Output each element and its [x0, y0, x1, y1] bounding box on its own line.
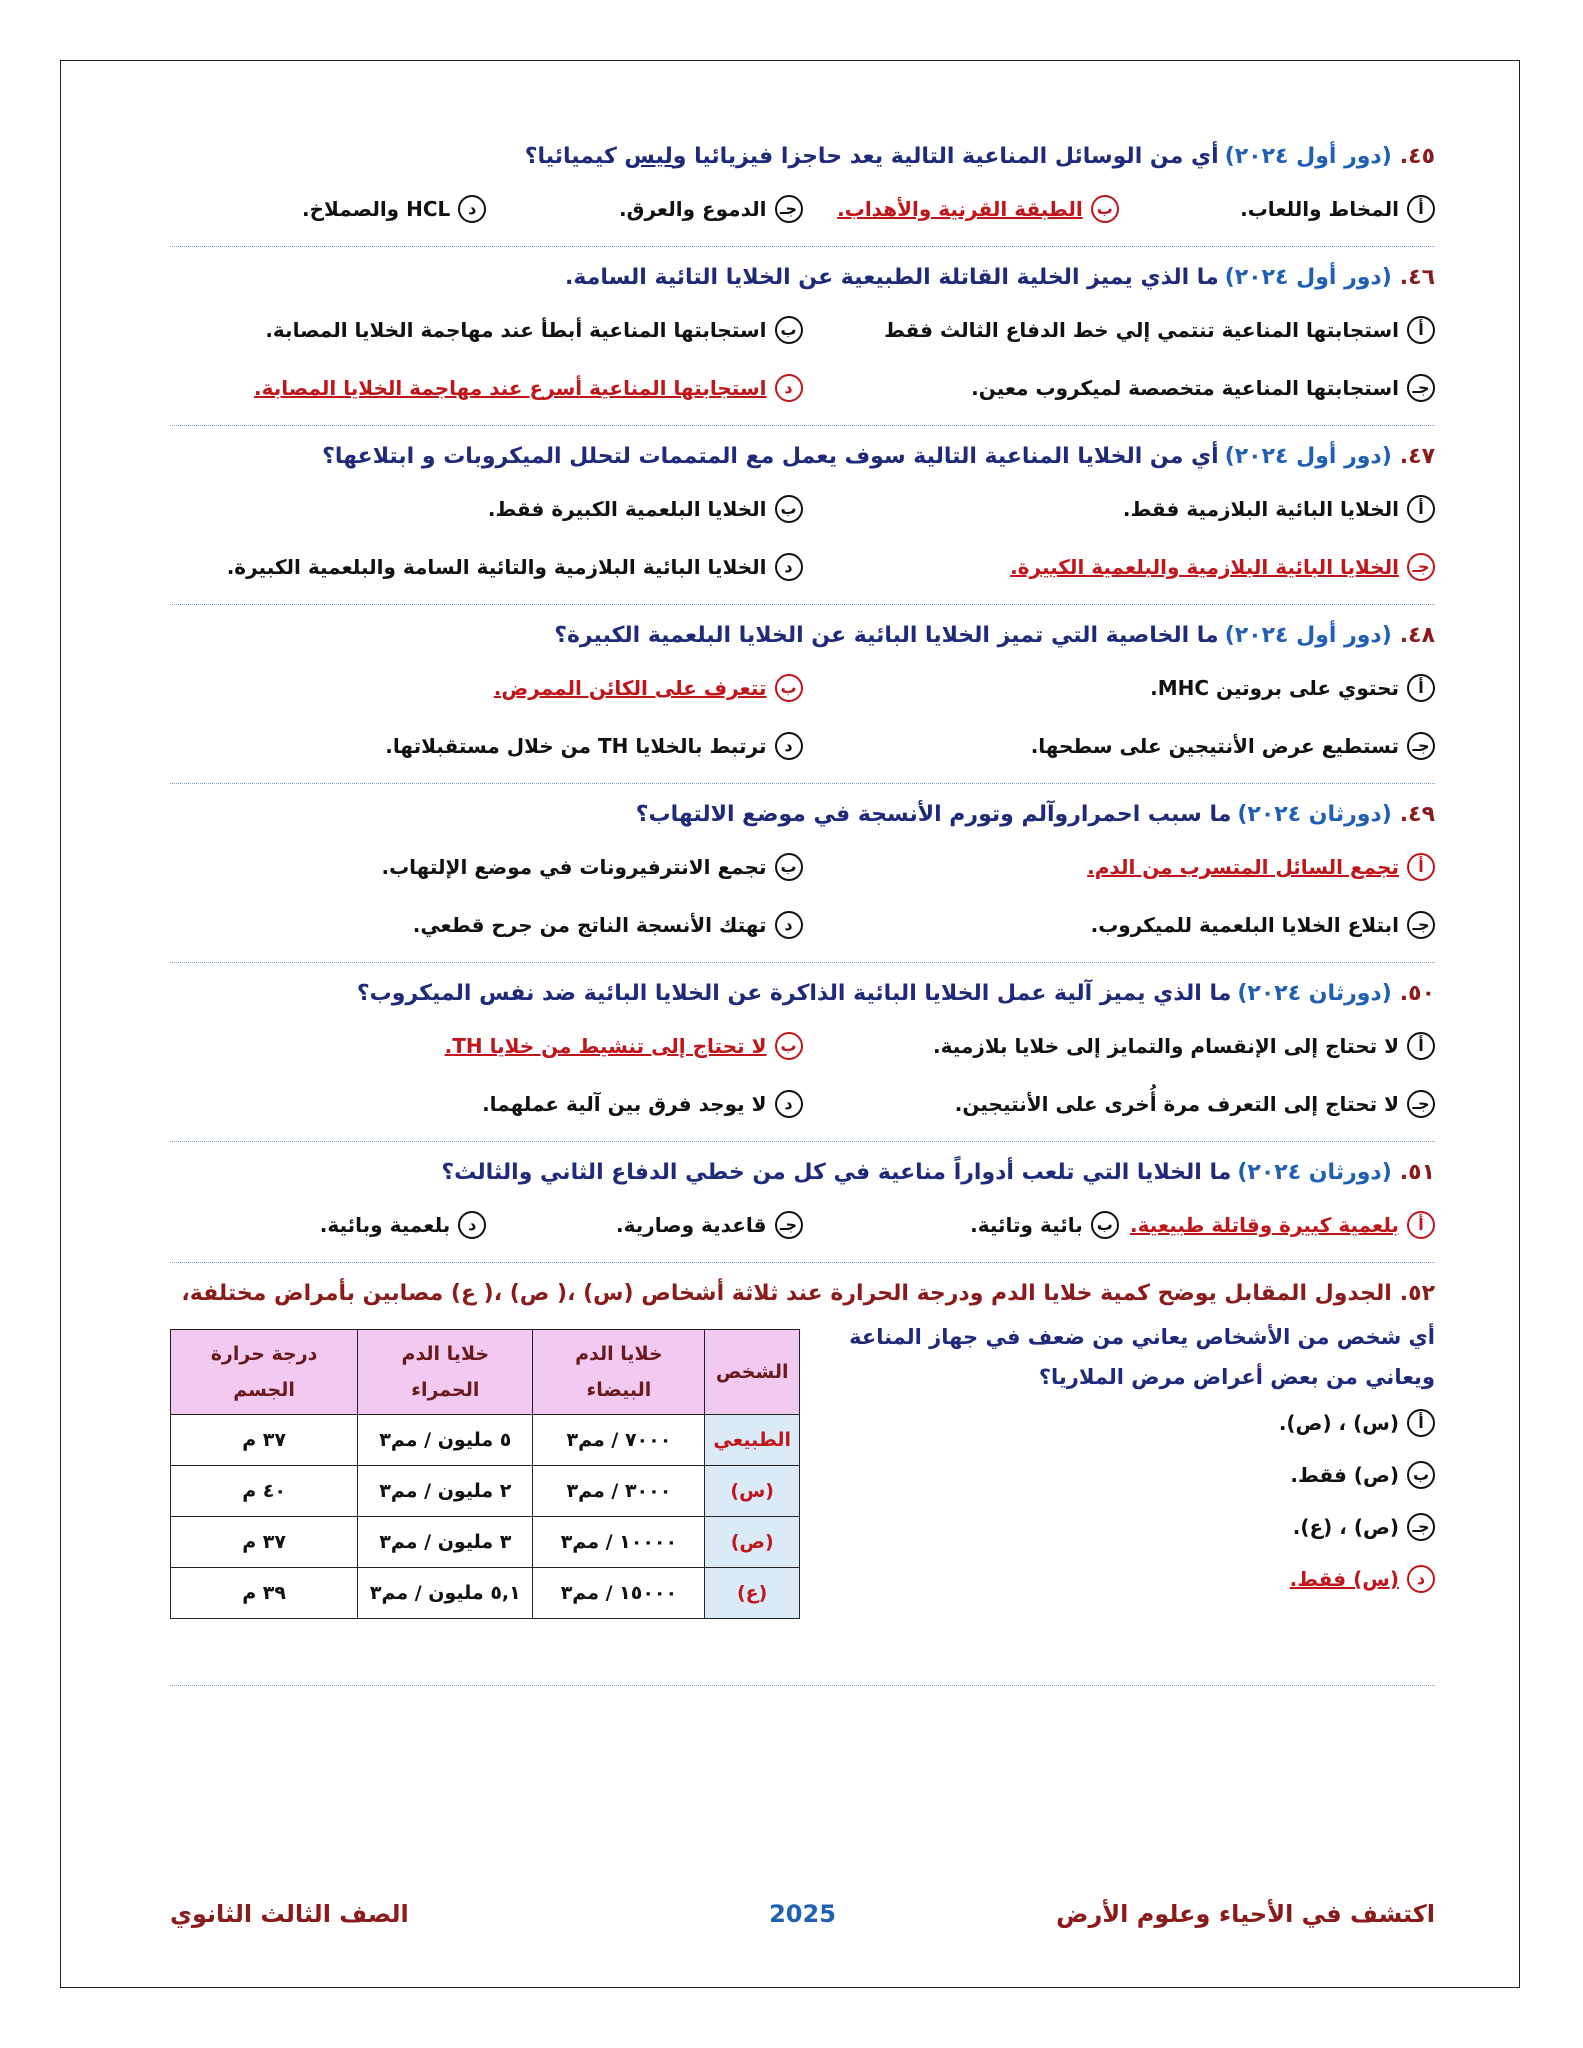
table-cell: ٧٠٠٠ / مم٣	[533, 1415, 705, 1466]
dotted-separator	[170, 604, 1435, 605]
question-text: أي من الخلايا المناعية التالية سوف يعمل مع المتممات لتحلل الميكروبات و ابتلاعها؟	[322, 444, 1219, 469]
table-cell: ٥,١ مليون / مم٣	[358, 1568, 533, 1619]
exam-session-label: (دورثان ٢٠٢٤)	[1237, 981, 1392, 1006]
person-cell: (ص)	[705, 1517, 800, 1568]
option-letter-badge: جـ	[1407, 1090, 1435, 1118]
answer-option[interactable]	[486, 180, 802, 238]
question-block	[170, 261, 1435, 417]
question-block	[170, 140, 1435, 238]
question-body	[170, 1317, 1435, 1677]
question-text: أي من الوسائل المناعية التالية يعد حاجزا فيزيائيا و	[672, 144, 1219, 169]
option-text: (ص) فقط.	[1290, 1463, 1399, 1487]
column-header: خلايا الدم البيضاء	[533, 1330, 705, 1415]
answer-options	[170, 838, 1435, 954]
question-subtext	[835, 1317, 1435, 1605]
answer-options	[170, 659, 1435, 775]
question-text: ما سبب احمراروآلم وتورم الأنسجة في موضع الالتهاب؟	[635, 802, 1232, 827]
option-letter-badge: د	[775, 732, 803, 760]
option-text: استجابتها المناعية أسرع عند مهاجمة الخلايا المصابة.	[254, 376, 767, 400]
option-letter-badge: جـ	[1407, 732, 1435, 760]
question-text: ما الخلايا التي تلعب أدواراً مناعية في كل من خطي الدفاع الثاني والثالث؟	[441, 1160, 1232, 1185]
option-text: ابتلاع الخلايا البلعمية للميكروب.	[1090, 913, 1399, 937]
option-text: لا تحتاج إلى تنشيط من خلايا TH.	[444, 1034, 767, 1058]
option-text: الخلايا البائية البلازمية فقط.	[1122, 497, 1399, 521]
blood-data-table	[170, 1329, 800, 1619]
option-text: تهتك الأنسجة الناتج من جرح قطعي.	[412, 913, 767, 937]
exam-session-label: (دور أول ٢٠٢٤)	[1224, 623, 1392, 648]
option-text: HCL والصملاخ.	[302, 197, 451, 221]
option-letter-badge: أ	[1407, 1032, 1435, 1060]
answer-option[interactable]	[803, 717, 1436, 775]
exam-session-label: (دور أول ٢٠٢٤)	[1224, 144, 1392, 169]
answer-option[interactable]	[803, 1075, 1436, 1133]
option-text: استجابتها المناعية متخصصة لميكروب معين.	[971, 376, 1399, 400]
answer-option[interactable]	[835, 1397, 1435, 1449]
question-subtext-line: ويعاني من بعض أعراض مرض الملاريا؟	[1038, 1365, 1435, 1389]
option-text: لا تحتاج إلى التعرف مرة أُخرى على الأنتيجين.	[954, 1092, 1399, 1116]
person-cell: (س)	[705, 1466, 800, 1517]
exam-session-label: (دور أول ٢٠٢٤)	[1224, 444, 1392, 469]
answer-option[interactable]	[170, 896, 803, 954]
answer-options	[170, 301, 1435, 417]
option-text: بلعمية كبيرة وقاتلة طبيعية.	[1130, 1213, 1399, 1237]
column-header: درجة حرارة الجسم	[171, 1330, 358, 1415]
option-letter-badge: جـ	[775, 195, 803, 223]
option-letter-badge: د	[775, 553, 803, 581]
option-letter-badge: ب	[1407, 1461, 1435, 1489]
answer-option[interactable]	[835, 1449, 1435, 1501]
option-letter-badge: أ	[1407, 495, 1435, 523]
answer-option[interactable]	[1119, 180, 1435, 238]
answer-option[interactable]	[170, 1017, 803, 1075]
answer-option[interactable]	[803, 538, 1436, 596]
option-letter-badge: أ	[1407, 316, 1435, 344]
question-text: ما الذي يميز آلية عمل الخلايا البائية الذاكرة عن الخلايا البائية ضد نفس الميكروب؟	[356, 981, 1232, 1006]
exam-session-label: (دور أول ٢٠٢٤)	[1224, 265, 1392, 290]
option-letter-badge: جـ	[775, 1211, 803, 1239]
answer-options	[170, 1017, 1435, 1133]
table-cell: ٢ مليون / مم٣	[358, 1466, 533, 1517]
table-cell: ٣٠٠٠ / مم٣	[533, 1466, 705, 1517]
answer-option[interactable]	[170, 480, 803, 538]
question-number: ٥١.	[1399, 1160, 1435, 1185]
answer-option[interactable]	[170, 1196, 486, 1254]
answer-option[interactable]	[170, 359, 803, 417]
option-letter-badge: ب	[775, 853, 803, 881]
option-text: قاعدية وصارية.	[616, 1213, 767, 1237]
answer-option[interactable]	[170, 838, 803, 896]
table-row	[171, 1517, 800, 1568]
option-letter-badge: د	[775, 911, 803, 939]
option-text: الدموع والعرق.	[619, 197, 767, 221]
option-text: لا تحتاج إلى الإنقسام والتمايز إلى خلايا بلازمية.	[933, 1034, 1399, 1058]
option-letter-badge: ب	[1091, 195, 1119, 223]
table-cell: ٣٧ م	[171, 1415, 358, 1466]
table-header	[171, 1330, 800, 1415]
option-text: استجابتها المناعية أبطأ عند مهاجمة الخلايا المصابة.	[265, 318, 767, 342]
option-letter-badge: د	[458, 1211, 486, 1239]
question-block-52	[170, 1277, 1435, 1677]
answer-option[interactable]	[803, 359, 1436, 417]
option-letter-badge: أ	[1407, 1211, 1435, 1239]
table-cell: ٣٩ م	[171, 1568, 358, 1619]
option-text: الطبقة القرنية والأهداب.	[837, 197, 1083, 221]
option-text: تستطيع عرض الأنتيجين على سطحها.	[1030, 734, 1399, 758]
option-letter-badge: جـ	[1407, 553, 1435, 581]
option-letter-badge: أ	[1407, 1409, 1435, 1437]
answer-option[interactable]	[803, 838, 1436, 896]
option-text: تتعرف على الكائن الممرض.	[493, 676, 767, 700]
option-letter-badge: ب	[775, 1032, 803, 1060]
table-cell: ١٥٠٠٠ / مم٣	[533, 1568, 705, 1619]
answer-options	[170, 1196, 1435, 1254]
question-number: ٥٠.	[1399, 981, 1435, 1006]
option-text: (س) ، (ص).	[1278, 1411, 1399, 1435]
answer-option[interactable]	[1119, 1196, 1435, 1254]
dotted-separator	[170, 1685, 1435, 1686]
option-text: الخلايا البائية البلازمية والتائية السامة والبلعمية الكبيرة.	[226, 555, 767, 579]
dotted-separator	[170, 962, 1435, 963]
table-cell: ٥ مليون / مم٣	[358, 1415, 533, 1466]
person-cell: الطبيعي	[705, 1415, 800, 1466]
person-cell: (ع)	[705, 1568, 800, 1619]
option-letter-badge: د	[775, 374, 803, 402]
option-text: (س) فقط.	[1289, 1567, 1399, 1591]
exam-session-label: (دورثان ٢٠٢٤)	[1237, 802, 1392, 827]
option-text: بائية وتائية.	[970, 1213, 1083, 1237]
option-letter-badge: ب	[775, 495, 803, 523]
answer-option[interactable]	[170, 538, 803, 596]
question-number: ٤٦.	[1399, 265, 1435, 290]
table-body	[171, 1415, 800, 1619]
table-row	[171, 1568, 800, 1619]
option-text: لا يوجد فرق بين آلية عملهما.	[482, 1092, 767, 1116]
answer-option[interactable]	[170, 717, 803, 775]
answer-option[interactable]	[803, 301, 1436, 359]
answer-option[interactable]	[486, 1196, 802, 1254]
option-letter-badge: ب	[775, 674, 803, 702]
option-letter-badge: ب	[775, 316, 803, 344]
option-letter-badge: أ	[1407, 674, 1435, 702]
table-cell: ٣ مليون / مم٣	[358, 1517, 533, 1568]
page-footer	[170, 1900, 1435, 1940]
footer-grade: الصف الثالث الثانوي	[170, 1900, 409, 1928]
question-title	[170, 619, 1435, 653]
option-letter-badge: جـ	[1407, 911, 1435, 939]
footer-year: 2025	[769, 1900, 836, 1928]
question-title	[170, 140, 1435, 174]
question-title	[170, 1277, 1435, 1311]
question-text-emphasis: ليس	[624, 144, 673, 169]
option-text: استجابتها المناعية تنتمي إلي خط الدفاع الثالث فقط	[884, 318, 1399, 342]
question-title	[170, 798, 1435, 832]
question-number: ٤٩.	[1399, 802, 1435, 827]
answer-option[interactable]	[170, 301, 803, 359]
footer-book-title: اكتشف في الأحياء وعلوم الأرض	[1056, 1900, 1435, 1928]
question-title	[170, 1156, 1435, 1190]
question-block	[170, 977, 1435, 1133]
answer-option[interactable]	[803, 180, 1119, 238]
answer-option[interactable]	[803, 1196, 1119, 1254]
option-text: تجمع الانترفيرونات في موضع الإلتهاب.	[381, 855, 767, 879]
option-letter-badge: د	[775, 1090, 803, 1118]
question-number: ٤٥.	[1399, 144, 1435, 169]
option-letter-badge: جـ	[1407, 1513, 1435, 1541]
table-cell: ٣٧ م	[171, 1517, 358, 1568]
option-text: بلعمية وبائية.	[319, 1213, 451, 1237]
table-cell: ١٠٠٠٠ / مم٣	[533, 1517, 705, 1568]
question-text: ما الخاصية التي تميز الخلايا البائية عن الخلايا البلعمية الكبيرة؟	[554, 623, 1219, 648]
question-text: الجدول المقابل يوضح كمية خلايا الدم ودرجة الحرارة عند ثلاثة أشخاص (س) ،( ص) ،( ع) مصابين بأمراض مختلفة،	[181, 1281, 1392, 1306]
option-text: (ص) ، (ع).	[1292, 1515, 1399, 1539]
question-number: ٤٧.	[1399, 444, 1435, 469]
option-letter-badge: ب	[1091, 1211, 1119, 1239]
answer-options	[170, 180, 1435, 238]
table-row	[171, 1466, 800, 1517]
answer-option[interactable]	[835, 1553, 1435, 1605]
option-letter-badge: أ	[1407, 853, 1435, 881]
answer-option[interactable]	[835, 1501, 1435, 1553]
dotted-separator	[170, 246, 1435, 247]
answer-option[interactable]	[803, 659, 1436, 717]
option-text: تجمع السائل المتسرب من الدم.	[1087, 855, 1399, 879]
option-letter-badge: جـ	[1407, 374, 1435, 402]
option-letter-badge: د	[458, 195, 486, 223]
question-number: ٥٢.	[1399, 1281, 1435, 1306]
question-title	[170, 977, 1435, 1011]
answer-option[interactable]	[170, 1075, 803, 1133]
question-subtext-line: أي شخص من الأشخاص يعاني من ضعف في جهاز المناعة	[849, 1325, 1435, 1349]
dotted-separator	[170, 783, 1435, 784]
question-number: ٤٨.	[1399, 623, 1435, 648]
table-cell: ٤٠ م	[171, 1466, 358, 1517]
answer-option[interactable]	[170, 180, 486, 238]
column-header: الشخص	[705, 1330, 800, 1415]
question-text-end: كيميائيا؟	[524, 144, 625, 169]
dotted-separator	[170, 1141, 1435, 1142]
question-text: ما الذي يميز الخلية القاتلة الطبيعية عن الخلايا التائية السامة.	[565, 265, 1219, 290]
option-letter-badge: أ	[1407, 195, 1435, 223]
option-text: الخلايا البلعمية الكبيرة فقط.	[487, 497, 767, 521]
column-header: خلايا الدم الحمراء	[358, 1330, 533, 1415]
question-block	[170, 798, 1435, 954]
option-text: المخاط واللعاب.	[1240, 197, 1399, 221]
answer-option[interactable]	[803, 1017, 1436, 1075]
option-text: الخلايا البائية البلازمية والبلعمية الكبيرة.	[1010, 555, 1399, 579]
dotted-separator	[170, 1262, 1435, 1263]
dotted-separator	[170, 425, 1435, 426]
answer-options	[170, 480, 1435, 596]
answer-option[interactable]	[170, 659, 803, 717]
questions-container	[170, 140, 1435, 1700]
table-row	[171, 1415, 800, 1466]
question-title	[170, 261, 1435, 295]
question-block	[170, 1156, 1435, 1254]
answer-option[interactable]	[803, 480, 1436, 538]
exam-session-label: (دورثان ٢٠٢٤)	[1237, 1160, 1392, 1185]
question-block	[170, 440, 1435, 596]
option-letter-badge: د	[1407, 1565, 1435, 1593]
answer-option[interactable]	[803, 896, 1436, 954]
table-header-row	[171, 1330, 800, 1415]
option-text: تحتوي على بروتين MHC.	[1150, 676, 1399, 700]
question-title	[170, 440, 1435, 474]
question-block	[170, 619, 1435, 775]
option-text: ترتبط بالخلايا TH من خلال مستقبلاتها.	[385, 734, 767, 758]
